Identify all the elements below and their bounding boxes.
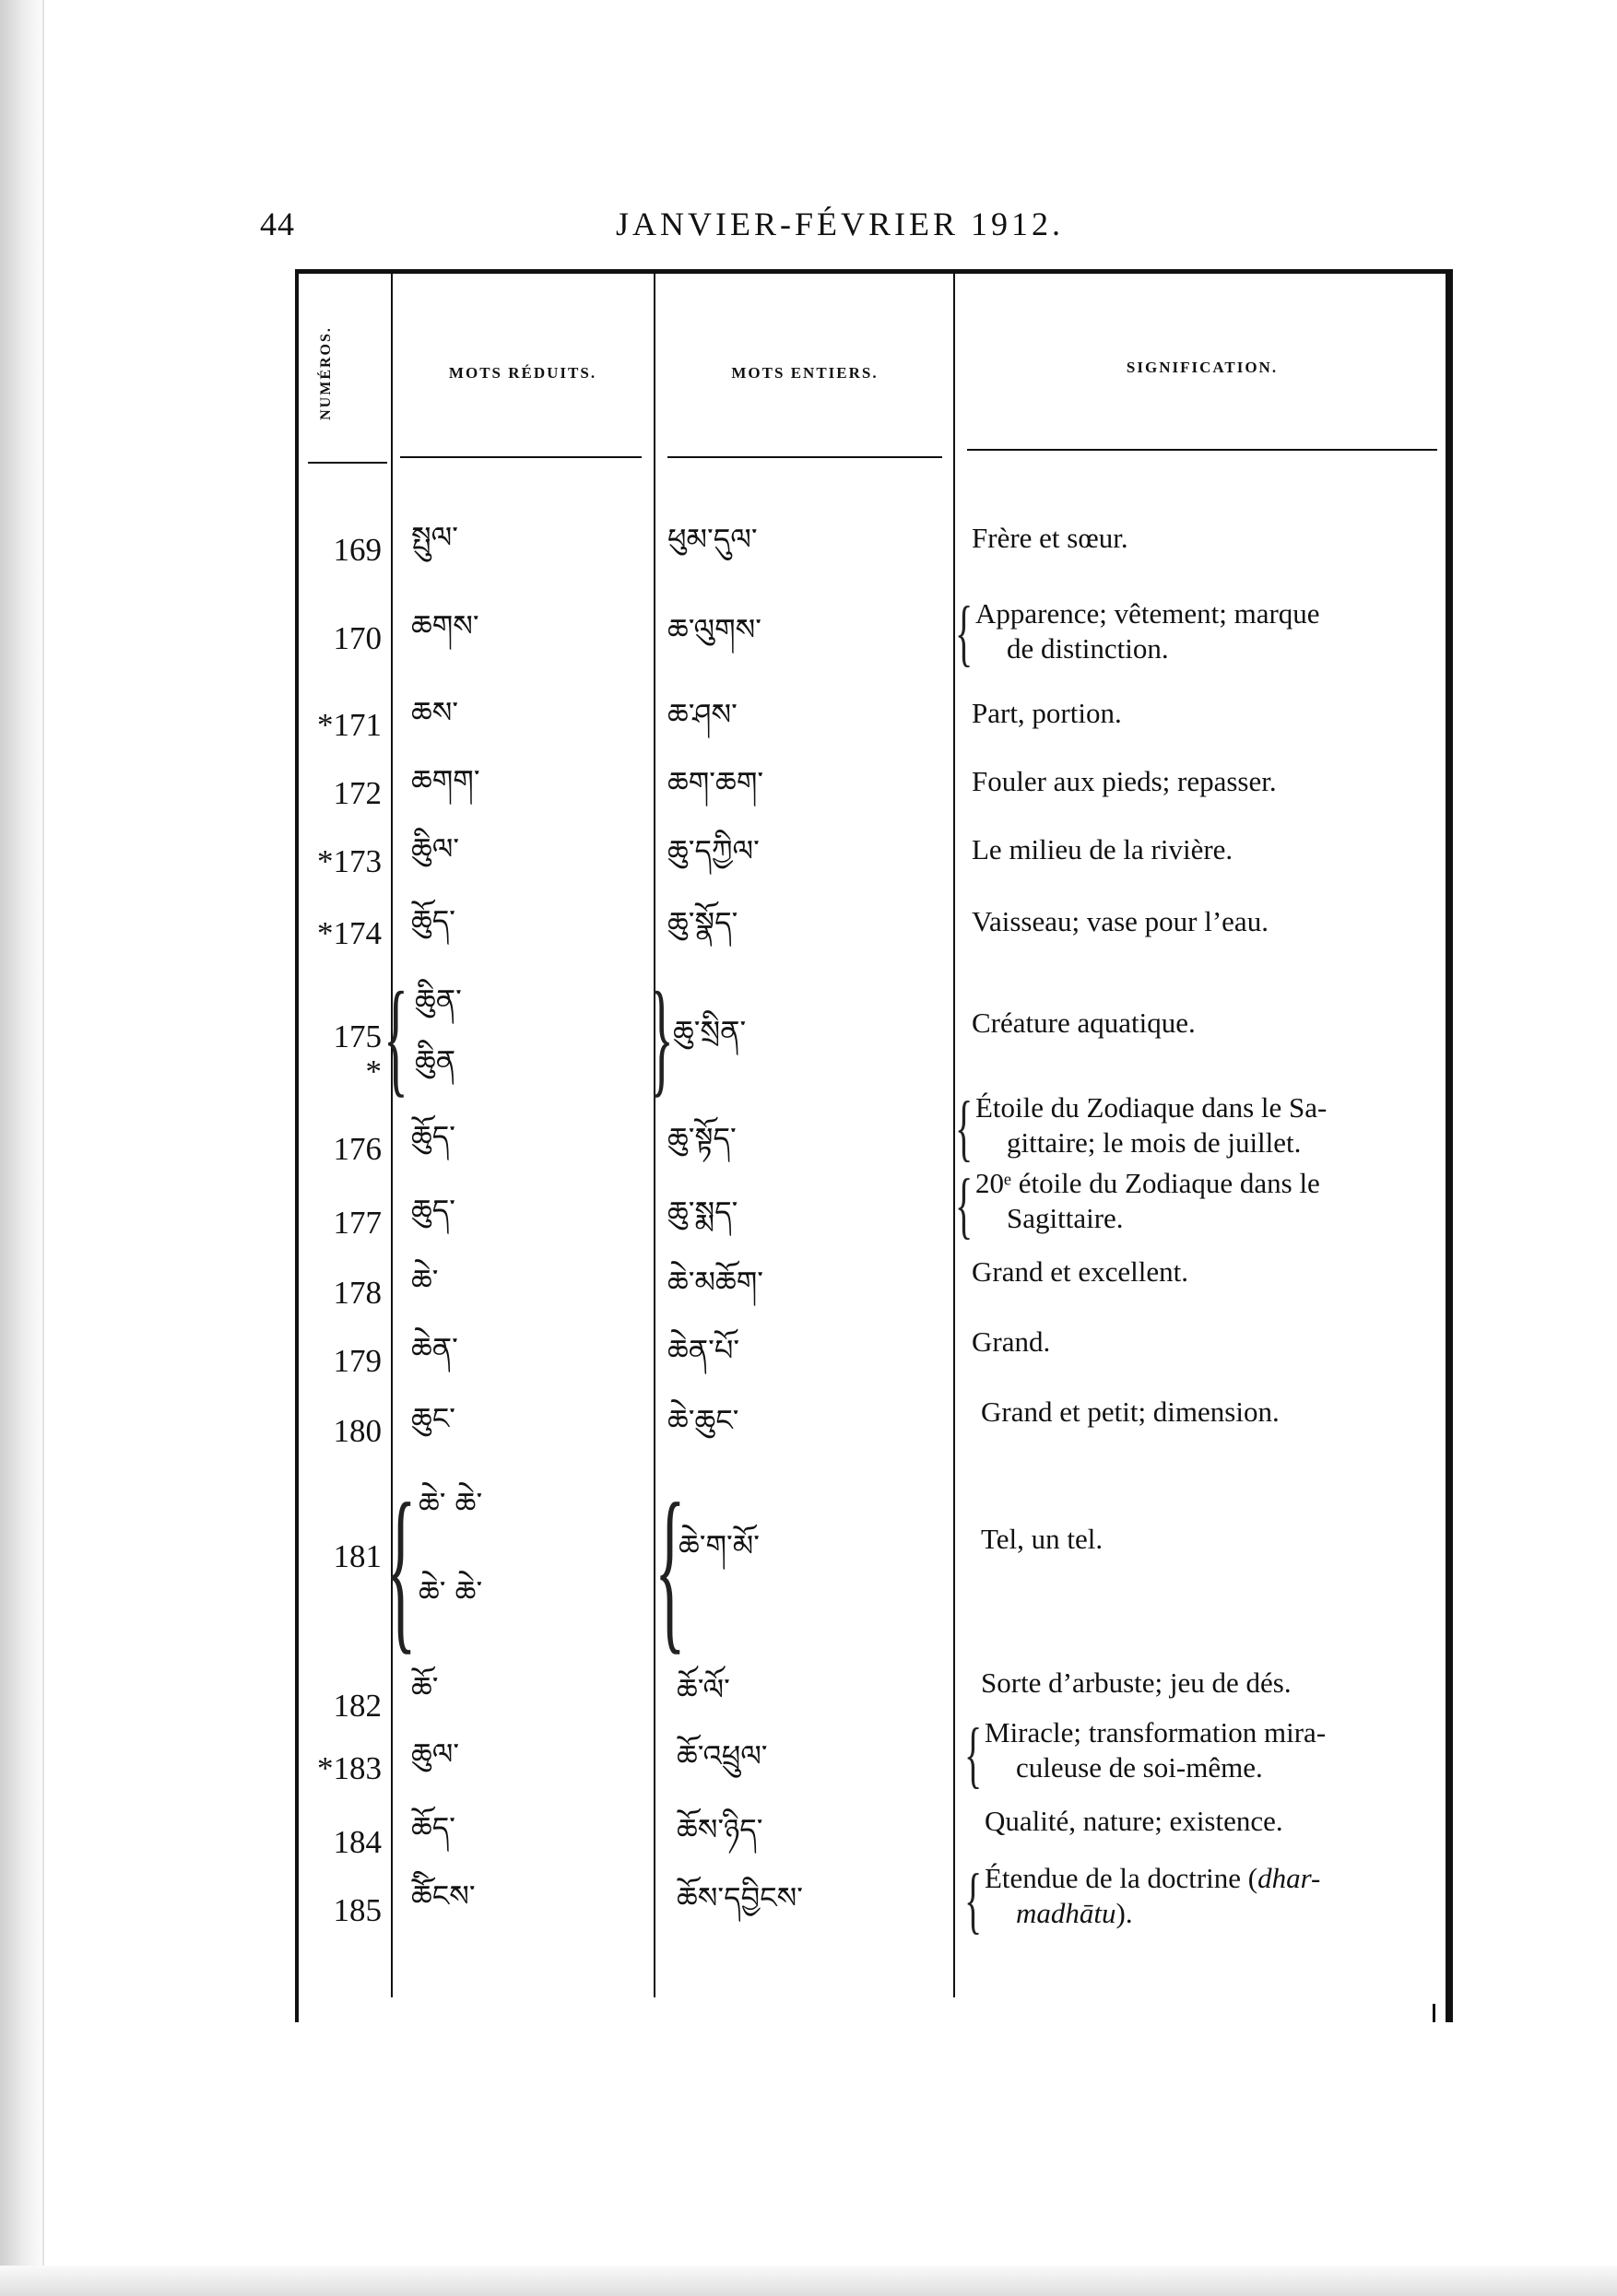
meaning: Étendue de la doctrine (dhar- madhātu). bbox=[985, 1862, 1321, 1929]
full-word: ཆ་ལུགས་ bbox=[667, 612, 761, 647]
page-gutter bbox=[0, 0, 42, 2296]
full-word: ཆེ་ཆུང་ bbox=[667, 1403, 739, 1438]
reduced-word: ཆུལ་ bbox=[411, 1737, 460, 1772]
reduced-word: ཆས་ bbox=[411, 695, 459, 730]
full-word: ཆེ་མཆོག་ bbox=[667, 1265, 764, 1300]
reduced-word: ཆོ་ bbox=[411, 1670, 439, 1705]
meaning: Fouler aux pieds; repasser. bbox=[972, 765, 1277, 797]
row-number: *171 bbox=[317, 707, 382, 743]
page-header bbox=[0, 205, 1617, 251]
frame-stub bbox=[295, 1980, 298, 2022]
reduced-word-variant: ཆིུན bbox=[415, 1043, 456, 1078]
meaning: Créature aquatique. bbox=[972, 1007, 1196, 1039]
full-word: ཆུ་སྲིན་ bbox=[673, 1014, 747, 1049]
header-rule bbox=[967, 449, 1437, 451]
brace: } bbox=[649, 966, 674, 1109]
reduced-word: ཆིུན་ bbox=[415, 983, 462, 1018]
page-number: 44 bbox=[260, 206, 295, 242]
header-rule bbox=[667, 456, 942, 458]
row-number: *183 bbox=[317, 1750, 382, 1786]
full-word: ཆོས་དབྱིངས་ bbox=[677, 1880, 803, 1915]
meaning: Part, portion. bbox=[972, 697, 1122, 729]
row-number: *174 bbox=[317, 915, 382, 951]
reduced-word: ཆོིངས་ bbox=[411, 1878, 476, 1913]
row-number: 184 bbox=[333, 1824, 382, 1860]
row-number: 169 bbox=[333, 532, 382, 568]
row-number: 178 bbox=[333, 1275, 382, 1311]
reduced-word: ཆགས་ bbox=[411, 608, 479, 643]
meaning: Apparence; vêtement; marque de distinction. bbox=[975, 597, 1320, 665]
full-word: ཆུ་སྨད་ bbox=[667, 1195, 738, 1230]
reduced-word: ཆོུད་ bbox=[411, 903, 456, 938]
reduced-word: ཆགག་ bbox=[411, 763, 480, 798]
header-mots-entiers: MOTS ENTIERS. bbox=[731, 364, 879, 382]
full-word: ཆེན་པོ་ bbox=[667, 1333, 740, 1368]
meaning: Frère et sœur. bbox=[972, 522, 1128, 554]
full-word: ཕུམ་དུལ་ bbox=[667, 522, 758, 557]
header-numeros: NUMÉROS. bbox=[318, 326, 334, 420]
brace: { bbox=[655, 1466, 686, 1670]
full-word: ཆ་ཤས་ bbox=[667, 697, 738, 732]
full-word: ཆེ་ག་མོ་ bbox=[679, 1528, 760, 1563]
brace: { bbox=[955, 593, 974, 674]
header-signification: SIGNIFICATION. bbox=[1126, 359, 1279, 376]
row-number-star: * bbox=[365, 1054, 382, 1089]
row-number: 170 bbox=[333, 620, 382, 656]
meaning: Qualité, nature; existence. bbox=[985, 1805, 1283, 1837]
gutter-edge bbox=[42, 0, 44, 2296]
row-number: *173 bbox=[317, 843, 382, 879]
row-number: 180 bbox=[333, 1413, 382, 1449]
column-divider bbox=[391, 274, 393, 1997]
running-title: JANVIER-FÉVRIER 1912. bbox=[616, 206, 1064, 242]
row-number: 181 bbox=[333, 1538, 382, 1574]
row-number: 176 bbox=[333, 1131, 382, 1167]
reduced-word: ཆུང་ bbox=[411, 1401, 455, 1436]
page-bottom-edge bbox=[0, 2266, 1617, 2296]
brace: { bbox=[955, 1165, 974, 1246]
meaning: Tel, un tel. bbox=[981, 1523, 1104, 1555]
meaning: Sorte d’arbuste; jeu de dés. bbox=[981, 1666, 1292, 1699]
meaning: 20ᵉ étoile du Zodiaque dans le Sagittaire. bbox=[975, 1167, 1320, 1234]
row-number: 172 bbox=[333, 775, 382, 811]
row-number: 177 bbox=[333, 1205, 382, 1241]
meaning: Miracle; transformation mira- culeuse de soi-même. bbox=[985, 1716, 1327, 1784]
reduced-word: ཆེ་ ཆེ་ bbox=[419, 1486, 483, 1521]
brace: { bbox=[385, 1466, 417, 1670]
full-word: ཆུ་སྟོད་ bbox=[667, 1121, 737, 1156]
header-rule bbox=[308, 462, 387, 464]
row-number: 179 bbox=[333, 1343, 382, 1379]
reduced-word: སྤུལ་ bbox=[411, 520, 458, 555]
row-number: 175 bbox=[333, 1018, 382, 1054]
reduced-word-variant: ཆེ་ ཆེ་ bbox=[419, 1574, 483, 1609]
row-number: 182 bbox=[333, 1688, 382, 1724]
brace: { bbox=[955, 1088, 974, 1169]
reduced-word: ཆེ་ bbox=[411, 1263, 439, 1298]
full-word: ཆོ་འཕྲུལ་ bbox=[677, 1738, 768, 1773]
meaning: Étoile du Zodiaque dans le Sa- gittaire; le mois de juillet. bbox=[975, 1091, 1328, 1159]
frame-stub bbox=[1433, 2004, 1435, 2022]
meaning: Vaisseau; vase pour l’eau. bbox=[972, 905, 1269, 937]
meaning: Grand. bbox=[972, 1325, 1051, 1358]
full-word: ཆུ་སྣོད་ bbox=[667, 905, 738, 940]
full-word: ཆག་ཆག་ bbox=[667, 765, 764, 800]
header-mots-reduits: MOTS RÉDUITS. bbox=[448, 364, 597, 382]
brace: { bbox=[964, 1860, 983, 1941]
row-number: 185 bbox=[333, 1892, 382, 1928]
brace: { bbox=[964, 1714, 983, 1796]
reduced-word: ཆོུད་ bbox=[411, 1119, 456, 1154]
reduced-word: ཆེན་ bbox=[411, 1331, 458, 1366]
full-word: ཆུ་དཀྱིལ་ bbox=[667, 833, 760, 868]
meaning: Grand et petit; dimension. bbox=[981, 1395, 1280, 1428]
full-word: ཆོས་ཉིད་ bbox=[677, 1812, 763, 1847]
full-word: ཆོ་ལོ་ bbox=[677, 1672, 730, 1707]
reduced-word: ཆིུལ་ bbox=[411, 831, 460, 866]
glossary-table bbox=[295, 269, 1453, 2022]
reduced-word: ཆོད་ bbox=[411, 1810, 456, 1845]
brace: { bbox=[384, 966, 408, 1109]
meaning: Le milieu de la rivière. bbox=[972, 833, 1233, 865]
column-divider bbox=[654, 274, 655, 1997]
reduced-word: ཆུད་ bbox=[411, 1193, 456, 1228]
meaning: Grand et excellent. bbox=[972, 1255, 1188, 1288]
header-rule bbox=[400, 456, 642, 458]
